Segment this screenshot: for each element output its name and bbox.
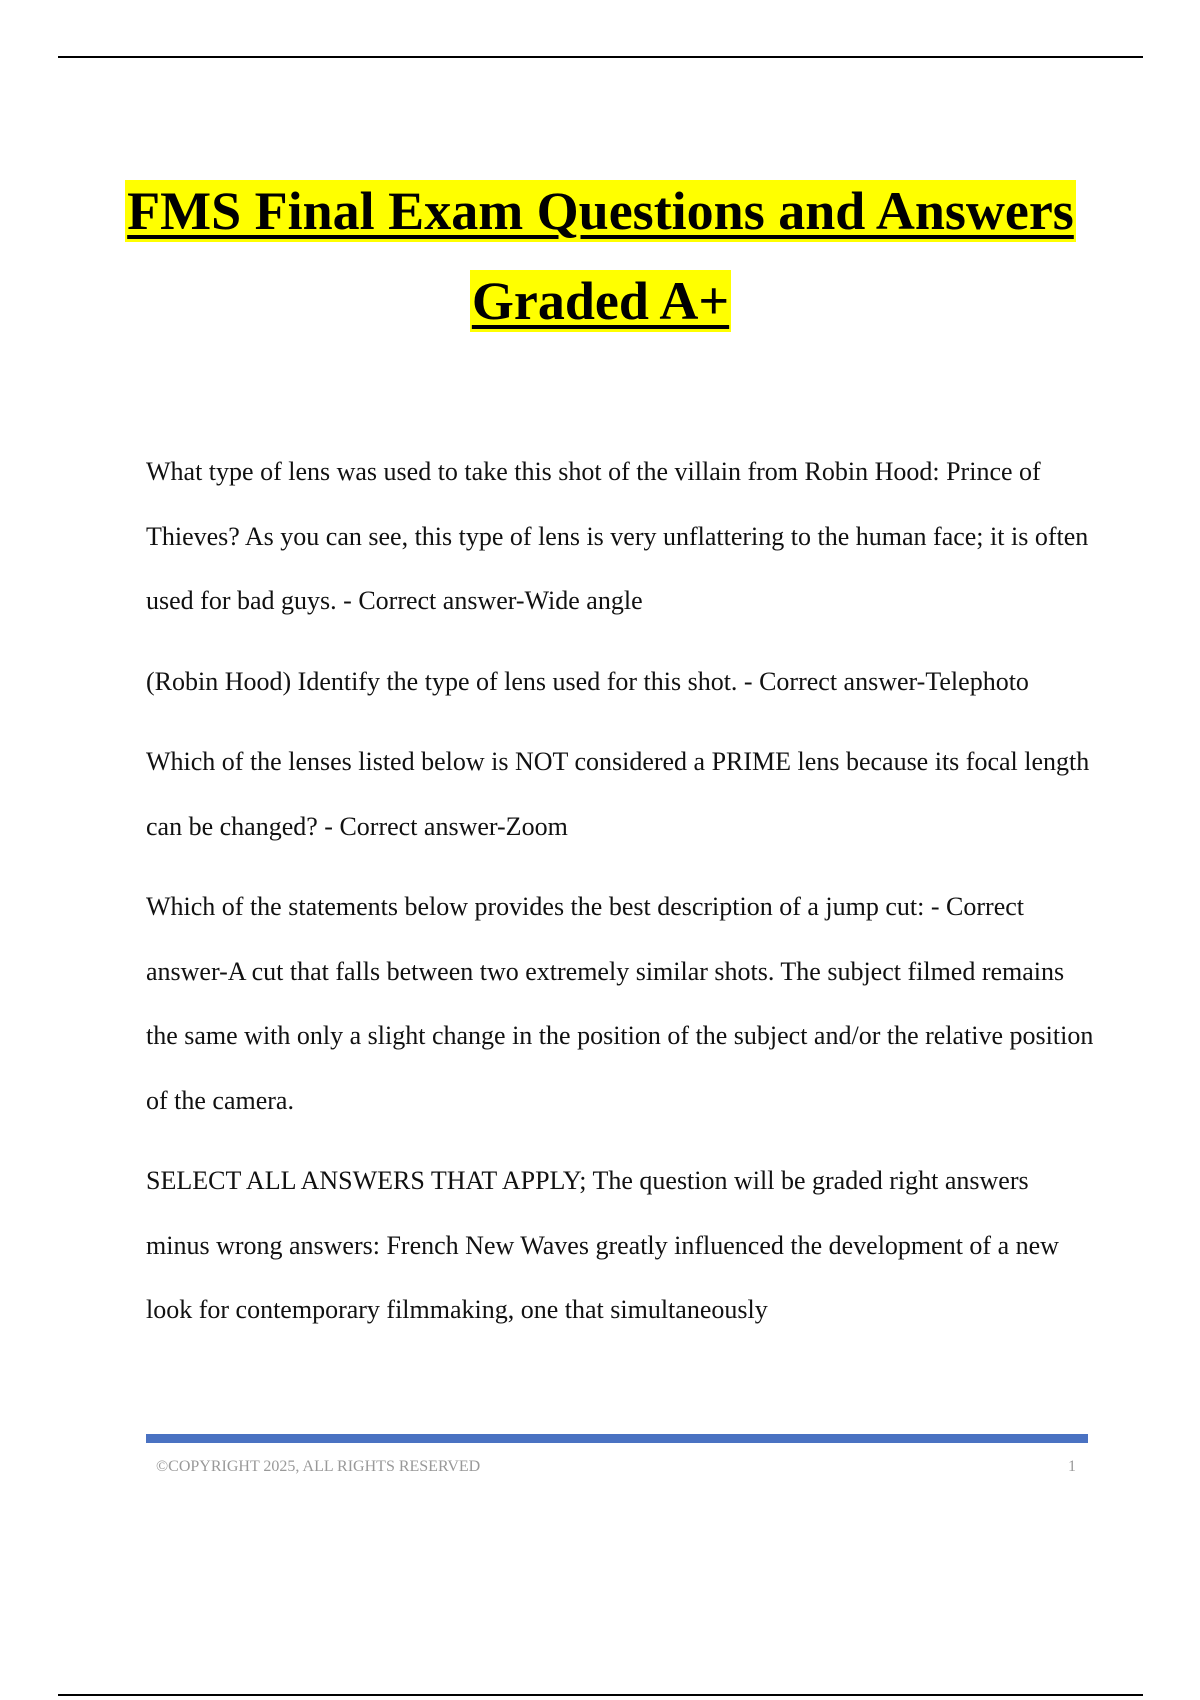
- answer-text: Correct answer-Wide angle: [358, 586, 643, 615]
- qa-separator: -: [336, 586, 359, 615]
- qa-item: [146, 440, 1096, 634]
- top-rule: [58, 56, 1143, 58]
- copyright-text: ©COPYRIGHT 2025, ALL RIGHTS RESERVED: [156, 1458, 481, 1475]
- footer-bar: [146, 1434, 1088, 1443]
- bottom-rule: [58, 1694, 1143, 1696]
- page-number: 1: [1068, 1458, 1076, 1475]
- qa-separator: -: [317, 811, 340, 841]
- question-text: (Robin Hood) Identify the type of lens used for this shot.: [146, 666, 738, 696]
- qa-item: [146, 650, 1096, 715]
- page-footer: [156, 1458, 1076, 1476]
- document-title: [58, 180, 1143, 332]
- title-line-2: Graded A+: [471, 271, 730, 331]
- qa-item: [146, 730, 1096, 859]
- answer-text: Correct answer-A cut that falls between two extremely similar shots. The subject filmed remains the same with only a slight change in the position of the subject and/or the relative position of the camera.: [146, 892, 1094, 1115]
- title-line-1: FMS Final Exam Questions and Answers: [127, 181, 1074, 241]
- qa-separator: -: [924, 892, 947, 921]
- question-text: What type of lens was used to take this shot of the villain from Robin Hood: Prince of Thieves? As you can see, this type of lens is very unflattering to the human face; it is often used for bad guys.: [146, 457, 1089, 615]
- document-body: [146, 440, 1096, 1359]
- answer-text: Correct answer-Zoom: [339, 811, 568, 841]
- qa-item: [146, 875, 1096, 1133]
- answer-text: Correct answer-Telephoto: [759, 666, 1029, 696]
- trailing-paragraph: SELECT ALL ANSWERS THAT APPLY; The question will be graded right answers minus wrong answers: French New Waves greatly influenced the development of a new look for contemporary filmmaking, one that simultaneously: [146, 1166, 1059, 1324]
- question-text: Which of the statements below provides the best description of a jump cut:: [146, 892, 925, 921]
- qa-separator: -: [737, 666, 760, 696]
- question-text: Which of the lenses listed below is NOT considered a PRIME lens because its focal length can be changed?: [146, 747, 1090, 841]
